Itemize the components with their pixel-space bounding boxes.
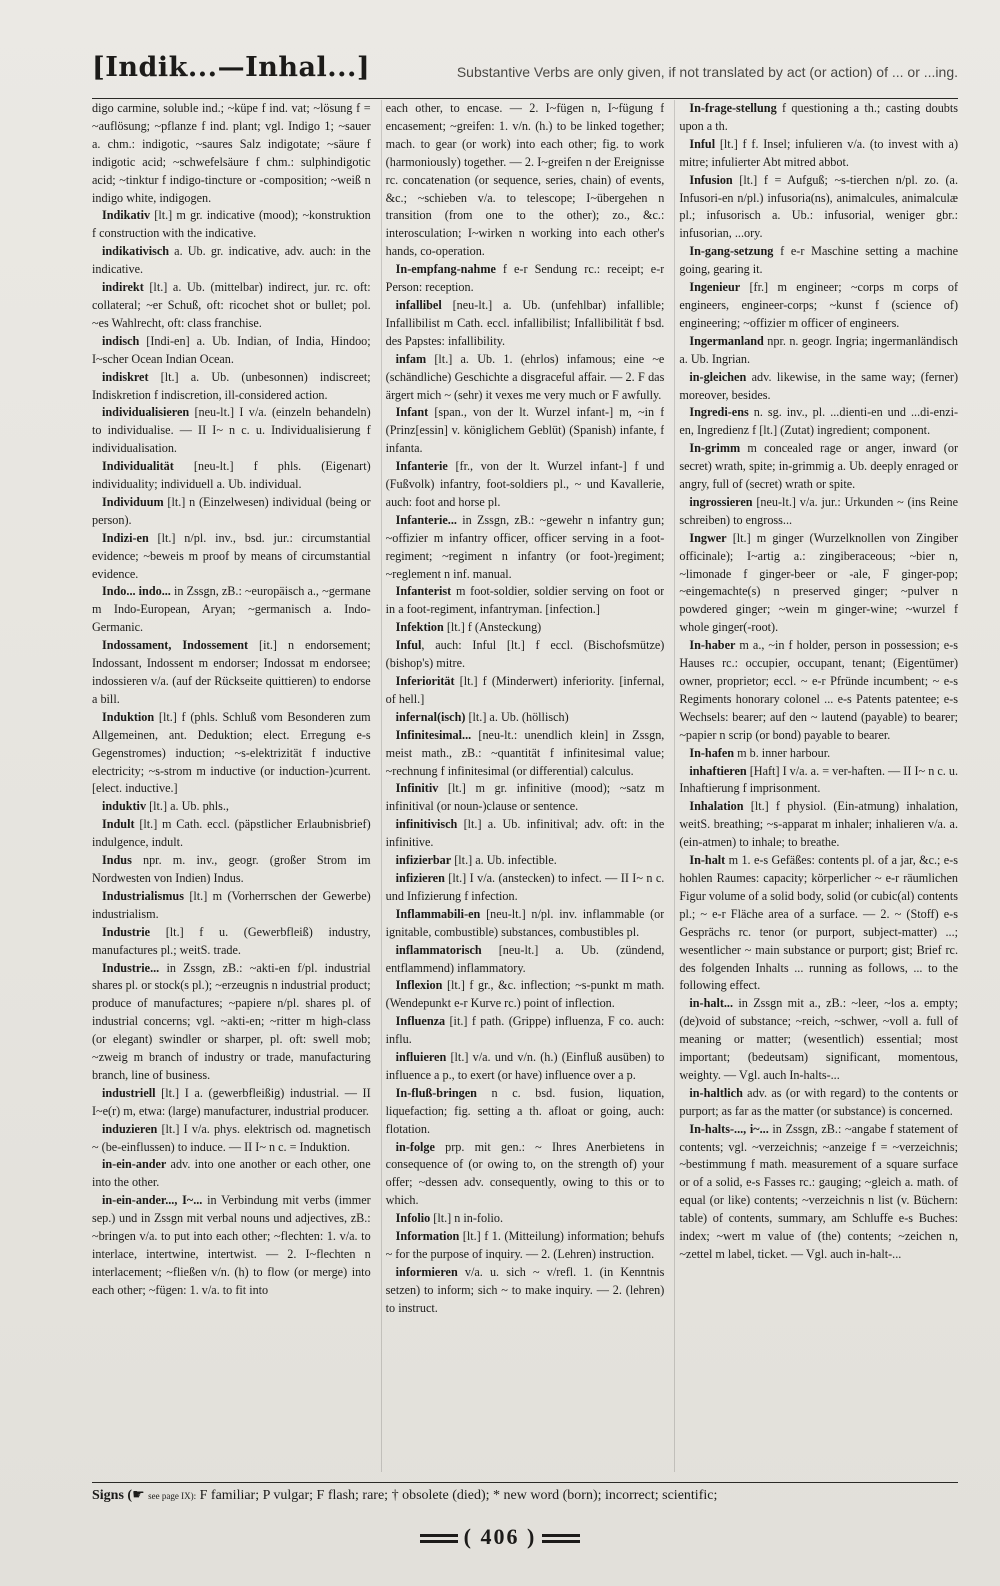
entry-text: [it.] n endorsement; Indossant, Indossent m endorser; Indossat m endorsee; indossieren v/a. (auf der Rückseite quittieren) to endorse a bill. [92,638,371,706]
entry-text: [lt.] a. Ub. (unbesonnen) indiscreet; Indiskretion f indiscretion, ill-considered action. [92,369,371,402]
entry-text: m b. inner harbour. [734,745,831,760]
entry-headword: infizierbar [395,853,452,868]
entry-text: [fr.] m engineer; ~corps m corps of engineers, engineer-corps; ~kunst f (science of) engineering; ~offizier m officer of engineers. [679,280,959,330]
entry-text: f e-r Sendung rc.: receipt; e-r Person: reception. [385,262,665,295]
entry-headword: Ingredi-ens [689,405,749,420]
entry-text: in Zssgn mit a., zB.: ~leer, ~los a. empty; (de)void of substance; ~reich, ~schwer, ~voll a. full of meaning or matter; (wesentlich) essential; most important; (bedeutsam) significant, momentous, weighty. — Vgl. auch In-halts-... [679,996,959,1082]
entry-headword: in-folge [395,1139,435,1154]
entry-headword: Inhalation [689,799,744,814]
entry-headword: indikativisch [102,244,170,259]
entry-headword: infizieren [395,870,445,885]
entry-headword: industriell [102,1085,156,1100]
entry-headword: Inflammabili-en [395,906,481,921]
dictionary-entry [92,816,371,852]
dictionary-entry [679,1085,958,1121]
dictionary-entry [679,333,958,369]
dictionary-entry [679,136,958,172]
entry-text: [neu-lt.: unendlich klein] in Zssgn, meist math., zB.: ~quantität f infinitesimal value; ~rechnung f infinitesimal (or differential) calculus. [385,727,665,778]
dictionary-entry [92,1085,371,1121]
entry-headword: In-halt [689,853,726,868]
entry-text: [lt.] m Cath. eccl. (päpstlicher Erlaubnisbrief) indulgence, indult. [92,817,371,850]
entry-headword: informieren [395,1264,458,1279]
entry-text: [Indi-en] a. Ub. Indian, of India, Hindoo; I~scher Ocean Indian Ocean. [92,333,371,366]
entry-text: a. Ub. gr. indicative, adv. auch: in the indicative. [92,244,371,277]
column-1 [92,100,371,1472]
entry-text: [lt.] f 1. (Mitteilung) information; behufs ~ for the purpose of inquiry. — 2. (Lehren) instruction. [385,1229,665,1261]
entry-headword: infernal(isch) [395,709,466,724]
entry-headword: induzieren [102,1121,158,1136]
pointing-hand-icon: ☛ [132,1488,145,1503]
entry-text: [lt.] a. Ub. phls., [146,799,229,814]
dictionary-entry [92,1156,371,1192]
entry-headword: In-empfang-nahme [395,262,496,277]
entry-text: n. sg. inv., pl. ...dienti-en und ...di-enzi-en, Ingredienz f [lt.] (Zutat) ingredient; component. [679,405,959,438]
entry-text: [lt.] I v/a. (anstecken) to infect. — II I~ n c. und Infizierung f infection. [385,870,665,903]
rule-right [542,1534,580,1543]
entry-text: [span., von der lt. Wurzel infant-] m, ~in f (Prinz[essin] v. königlichem Geblüt) (Spanish) infante, f infanta. [385,405,665,456]
entry-text: [lt.] f (Ansteckung) [443,620,542,635]
entry-headword: Indikativ [102,208,151,223]
entry-headword: Industrialismus [102,888,184,903]
entry-headword: ingrossieren [689,494,753,509]
dictionary-entry [679,852,958,995]
entry-text: [neu-lt.] n/pl. inv. inflammable (or ignitable, combustible) substances, combustibles pl. [385,906,665,939]
entry-headword: Inful [689,136,716,151]
dictionary-entry [386,1210,665,1228]
entry-text: [lt.] a. Ub. (mittelbar) indirect, jur. rc. oft: collateral; ~er Schuß, oft: ricochet shot or bullet; pol. ~es Wahlrecht, oft: class franchise. [92,280,371,330]
entry-text: [lt.] f physiol. (Ein-atmung) inhalation, weitS. breathing; ~s-apparat m inhaler; inhalieren v/a. a. (ein-atmen) to inhale; to breathe. [679,799,959,850]
dictionary-entry [679,745,958,763]
entry-text: m a., ~in f holder, person in possession; e-s Hauses rc.: occupier, occupant, tenant; (Eigentümer) owner, proprietor; eccl. ~ e-r Pfründe incumbent; ~ e-s Regiments honorary colonel ... e-s Patents patentee; e-s Wechsels: bearer; auf den ~ lautend (payable) to bearer; ~papier n scrip (or bond) payable to bearer. [679,638,959,742]
column-3 [674,100,958,1472]
dictionary-entry [679,100,958,136]
entry-text: adv. likewise, in the same way; (ferner) moreover, besides. [679,369,959,402]
entry-text: in Verbindung mit verbs (immer sep.) und in Zssgn mit verbal nouns und adjectives, zB.: ~bringen v/a. to put into each other; ~flechten: 1. v/a. to interlace, intertwine, intertwist. — 2. I~flechten n interlacement; ~fließen v/n. (h) to flow (or merge) into each other; ~fügen: 1. v/a. to fit into [92,1193,371,1297]
dictionary-entry [386,906,665,942]
entry-text: in Zssgn, zB.: ~angabe f statement of contents; vgl. ~verzeichnis; ~anzeige f = ~verzeichnis; ~bestimmung f math. measurement of a square surface or of a solid, e-s Fasses rc.: gauging; ~gleich a. math. of equal (or like) contents; ~verzeichnis n list (v. Büchern: table) of contents, summary, am Schluffe e-s Buches: index; ~wert m value of (the) contents; ~zeichen n, ~zettel m label, ticket. — Vgl. auch in-halt-... [679,1121,959,1261]
entry-text: [lt.] f f. Insel; infulieren v/a. (to invest with a) mitre; infulierter Abt mitred abbot. [679,136,959,169]
dictionary-entry [386,709,665,727]
page-header [92,50,958,99]
entry-headword: in-halt... [689,996,734,1011]
dictionary-entry [386,458,665,512]
dictionary-entry [679,279,958,333]
entry-headword: In-gang-setzung [689,244,774,259]
entry-text: npr. m. inv., geogr. (großer Strom im Nordwesten von Indien) Indus. [92,853,371,885]
entry-headword: Individuum [102,494,164,509]
entry-text: [lt.] m ginger (Wurzelknollen von Zingiber officinale); I~artig a.: zingiberaceous; ~bier n, ~limonade f ginger-beer or -ale, F ginger-pop; ~eingemachte(s) n preserved ginger; ~pulver n powdered ginger; ~wein m ginger-wine; ~wurzel f whole ginger(-root). [679,530,959,635]
entry-headword: Inflexion [395,978,443,993]
entry-headword: Indossament, Indossement [102,638,249,653]
entry-text: [Haft] I v/a. a. = ver-haften. — II I~ n c. u. Inhaftierung f imprisonment. [679,763,959,796]
dictionary-entry [386,852,665,870]
entry-text: [lt.] f (phls. Schluß vom Besonderen zum Allgemeinen, ant. Deduktion; elect. Erregung e-s Gegenstromes) induction; ~s-elektrizität f inductive electricity; ~s-strom m inductive (or induction-)current. [elect. inductive.] [92,709,371,796]
dictionary-entry [92,852,371,888]
entry-text: in Zssgn, zB.: ~europäisch a., ~germane m Indo-European, Aryan; ~germanisch a. Indo-Germanic. [92,584,371,635]
dictionary-entry [386,1085,665,1139]
entry-text: [lt.] f = Aufguß; ~s-tierchen n/pl. zo. (a. Infusori-en n/pl.) infusoria(ns), animalcules, animalculæ pl.; infusorisch a. Ub.: infusorial, weniger gbr.: infusorian, ...ory. [679,172,959,241]
dictionary-entry [92,279,371,333]
entry-text: , auch: Inful [lt.] f eccl. (Bischofsmütze) (bishop's) mitre. [385,638,665,671]
dictionary-entry [679,798,958,852]
dictionary-entry [679,1121,958,1264]
entry-text: [lt.] m (Vorherrschen der Gewerbe) industrialism. [92,888,371,921]
entry-headword: In-halts-..., i~... [689,1121,769,1136]
entry-headword: In-frage-stellung [689,101,777,115]
entry-text: [lt.] I v/a. phys. elektrisch od. magnetisch ~ (be-einflussen) to induce. — II I~ n c. = Induktion. [92,1121,371,1154]
entry-headword: Inferiorität [395,674,455,688]
dictionary-entry [92,1192,371,1299]
entry-text: [neu-lt.] a. Ub. (unfehlbar) infallible; Infallibilist m Cath. eccl. infallibilist; Infallibilität f bsd. des Papstes: infallibility. [385,297,665,348]
dictionary-entry [92,637,371,709]
column-2 [381,100,665,1472]
entry-headword: Induktion [102,709,155,724]
entry-headword: Ingermanland [689,333,764,348]
dictionary-entry [679,440,958,494]
entry-headword: Infektion [395,620,444,635]
entry-headword: Infanterist [395,584,452,599]
entry-headword: inflammatorisch [395,942,482,957]
entry-text: m foot-soldier, soldier serving on foot or in a foot-regiment, infantryman. [infection.] [385,584,665,617]
entry-text: [lt.] a. Ub. infinitival; adv. oft: in the infinitive. [385,817,665,850]
entry-text: [lt.] I a. (gewerbfleißig) industrial. — II I~e(r) m, etwa: (large) manufacturer, industrial producer. [92,1085,371,1118]
entry-headword: Ingwer [689,530,727,545]
entry-text: each other, to encase. — 2. I~fügen n, I~fügung f encasement; ~greifen: 1. v/n. (h.) to be linked together; mach. to gear (or work) into each other; fig. to work (harmoniously) together. — 2. I~greifen n der Ereignisse rc. concatenation (or sequence, series, chain) of events, &c.; ~schieben v/a. to telescope; I~übergehen n transition (from one to the other); zo., &c.: interosculation; I~wirken n working into each other's hands, co-operation. [385,101,665,259]
entry-text: [lt.] f gr., &c. inflection; ~s-punkt m math. (Wendepunkt e-r Kurve rc.) point of inflection. [385,978,665,1011]
dictionary-entry [386,1264,665,1318]
header-note: Substantive Verbs are only given, if not translated by act (or action) of ... or ...ing. [456,64,958,80]
entry-headword: in-ein-ander..., I~... [102,1193,203,1208]
dictionary-entry [679,494,958,530]
dictionary-entry [386,1013,665,1049]
dictionary-entry [386,727,665,781]
entry-headword: Infant [395,405,429,420]
entry-headword: Inful [395,638,422,653]
dictionary-entry [92,960,371,1085]
entry-headword: Ingenieur [689,280,741,295]
entry-text: [neu-lt.] f phls. (Eigenart) individuality; individuell a. Ub. individual. [92,459,371,492]
entry-text: [lt.] f (Minderwert) inferiority. [infernal, of hell.] [385,674,665,706]
entry-text: prp. mit gen.: ~ Ihres Anerbietens in consequence of (or owing to, on the strength of) your offer; ~dessen adv. consequently, owing to this or to which. [385,1139,665,1208]
entry-headword: Industrie [102,924,151,939]
dictionary-entry [386,583,665,619]
entry-text: adv. into one another or each other, one into the other. [92,1157,371,1190]
entry-text: [lt.] m gr. indicative (mood); ~konstruktion f construction with the indicative. [92,208,371,241]
entry-headword: Infanterie [395,459,448,474]
dictionary-entry [92,798,371,816]
page-number-block [0,1524,1000,1550]
entry-headword: infinitivisch [395,817,458,832]
signs-legend [92,1487,717,1504]
dictionary-entry [92,888,371,924]
page-number: ( 406 ) [463,1524,537,1549]
entry-headword: In-haber [689,638,736,653]
entry-text: f questioning a th.; casting doubts upon a th. [679,101,959,133]
dictionary-entry [92,458,371,494]
dictionary-entry [679,369,958,405]
dictionary-entry [679,530,958,637]
entry-headword: Indult [102,817,135,832]
entry-text: in Zssgn, zB.: ~akti-en f/pl. industrial shares pl. or stock(s pl.); ~erzeugnis n industrial product; produce of manufactures; ~papiere n/pl. shares pl. of industrial concerns; vgl. ~akti-en; ~ritter m high-class (or elegant) swindler or sharper, pl. oft: swell mob; ~zweig m branch of industry or trade, manufacturing branch, line of business. [92,960,371,1082]
entry-headword: induktiv [102,799,147,814]
dictionary-entry [92,333,371,369]
signs-text: F familiar; P vulgar; F flash; rare; † obsolete (died); * new word (born); incorrect; scientific; [199,1488,718,1503]
entry-headword: In-fluß-bringen [395,1085,477,1100]
dictionary-entry [92,709,371,799]
entry-headword: in-ein-ander [102,1157,167,1172]
dictionary-entry [386,404,665,458]
dictionary-entry [92,924,371,960]
dictionary-entry [386,780,665,816]
dictionary-entry [386,1228,665,1264]
entry-text: [lt.] n (Einzelwesen) individual (being or person). [92,494,371,527]
entry-headword: infallibel [395,297,442,312]
entry-text: f e-r Maschine setting a machine going, gearing it. [679,244,959,277]
entry-text: in Zssgn, zB.: ~gewehr n infantry gun; ~offizier m infantry officer, officer serving in a foot-regiment; ~regiment n infantry (or foot-)regiment; ~reglement n inf. manual. [385,512,665,581]
entry-headword: inhaftieren [689,763,747,778]
dictionary-entry [92,583,371,637]
dictionary-entry [386,619,665,637]
dictionary-entry [386,870,665,906]
dictionary-entry [386,297,665,351]
running-head: [Indik...—Inhal...] [92,52,371,83]
entry-headword: influieren [395,1050,447,1065]
entry-text: adv. as (or with regard) to the contents or purport; as far as the matter (or substance) is concerned. [679,1085,959,1118]
dictionary-entry [386,942,665,978]
entry-text: [fr., von der lt. Wurzel infant-] f und (Fußvolk) infantry, foot-soldiers pl., ~ und Kavallerie, auch: foot and horse pl. [385,459,665,509]
dictionary-entry [679,763,958,799]
dictionary-entry [679,404,958,440]
entry-text: npr. n. geogr. Ingria; ingermanländisch a. Ub. Ingrian. [679,333,959,366]
entry-text: [it.] f path. (Grippe) influenza, F co. auch: influ. [385,1014,665,1047]
entry-headword: Individualität [102,459,174,474]
dictionary-entry [679,995,958,1085]
rule-left [420,1534,458,1543]
entry-text: m 1. e-s Gefäßes: contents pl. of a jar, &c.; e-s hohlen Raumes: capacity; körperlicher ~ e-r räumlichen Figur volume of a solid body, solid (or cubic(al) contents pl.; ~ e-r Fläche area of a surface. — 2. ~ (Stoff) e-s Gesprächs rc. tenor (or purport, subject-matter) ...; wesentlicher ~ main substance or purport; gist; Brief rc. des folgenden Inhalts ... running as follows, ... to the following effect. [679,853,959,993]
entry-headword: Infinitesimal... [395,727,472,742]
entry-text: [neu-lt.] a. Ub. (zündend, entflammend) inflammatory. [385,942,665,975]
dictionary-entry [679,243,958,279]
entry-headword: In-grimm [689,441,741,456]
signs-label: Signs ( [92,1488,133,1503]
dictionary-entry [679,637,958,744]
entry-headword: Infinitiv [395,781,439,796]
entry-headword: Indus [102,853,132,868]
entry-headword: Information [395,1229,460,1244]
dictionary-entry [92,404,371,458]
entry-headword: Infolio [395,1211,431,1226]
page-footer [92,1482,958,1513]
dictionary-entry [92,100,371,207]
entry-text: n c. bsd. fusion, liquation, liquefaction; fig. setting a th. afloat or going, auch: flotation. [385,1085,665,1136]
entry-text: v/a. u. sich ~ v/refl. 1. (in Kenntnis setzen) to inform; sich ~ to make inquiry. — 2. (lehren) to instruct. [385,1264,665,1315]
entry-headword: Indizi-en [102,530,149,545]
entry-headword: in-gleichen [689,369,747,384]
dictionary-entry [92,494,371,530]
entry-headword: individualisieren [102,405,190,420]
dictionary-entry [386,673,665,709]
entry-text: [lt.] a. Ub. infectible. [451,853,557,868]
entry-headword: in-haltlich [689,1085,743,1100]
entry-headword: indirekt [102,280,144,295]
dictionary-entry [92,243,371,279]
entry-text: [lt.] v/a. und v/n. (h.) (Einfluß ausüben) to influence a p., to exert (or have) influence over a p. [385,1050,665,1082]
entry-text: [lt.] m gr. infinitive (mood); ~satz m infinitival (or noun-)clause or sentence. [385,781,665,814]
dictionary-entry [386,816,665,852]
dictionary-entry [386,512,665,584]
dictionary-entry [92,207,371,243]
entry-headword: Influenza [395,1014,446,1029]
entry-headword: infam [395,351,427,366]
entry-text: [lt.] a. Ub. (höllisch) [465,709,569,724]
dictionary-entry [386,1049,665,1085]
entry-text: m concealed rage or anger, inward (or secret) wrath, spite; in-grimmig a. Ub. deeply enraged or angry, full of (secret) wrath or spite. [679,441,959,492]
dictionary-entry [386,977,665,1013]
entry-text: [neu-lt.] I v/a. (einzeln behandeln) to individualise. — II I~ n c. u. Individualisierung f individualisation. [92,405,371,456]
entry-text: [lt.] n in-folio. [430,1211,503,1226]
signs-see: see page IX): [148,1491,197,1501]
entry-text: digo carmine, soluble ind.; ~küpe f ind. vat; ~lösung f = ~auflösung; ~pflanze f ind. plant; vgl. Indigo 1; ~sauer a. chm.: indigotic, ~saures Salz indigotate; ~säure f indigotic acid; ~schwefelsäure f chm.: sulphindigotic acid; ~tinktur f indigo-tincture or -composition; ~weiß n indigo white, indigogen. [92,101,371,205]
entry-headword: Indo... indo... [102,584,171,599]
entry-text: [lt.] a. Ub. 1. (ehrlos) infamous; eine ~e (schändliche) Geschichte a disgraceful affair. — 2. F das ärgert mich ~ (sehr) it vexes me very much or F awfully. [385,351,665,402]
dictionary-entry [92,1121,371,1157]
dictionary-entry [386,637,665,673]
entry-headword: Infanterie... [395,512,457,527]
entry-text: [neu-lt.] v/a. jur.: Urkunden ~ (ins Reine schreiben) to engross... [679,494,959,527]
dictionary-entry [92,369,371,405]
entry-text: [lt.] f u. (Gewerbfleiß) industry, manufactures pl.; weitS. trade. [92,924,371,957]
entry-columns [92,100,958,1472]
dictionary-entry [386,261,665,297]
dictionary-entry [386,100,665,261]
entry-headword: indiskret [102,369,149,384]
entry-text: [lt.] n/pl. inv., bsd. jur.: circumstantial evidence; ~beweis m proof by means of circumstantial evidence. [92,530,371,581]
entry-headword: indisch [102,333,140,348]
dictionary-entry [92,530,371,584]
entry-headword: Infusion [689,172,733,187]
entry-headword: Industrie... [102,960,160,975]
dictionary-entry [679,172,958,244]
dictionary-entry [386,351,665,405]
entry-headword: In-hafen [689,745,735,760]
dictionary-entry [386,1139,665,1211]
